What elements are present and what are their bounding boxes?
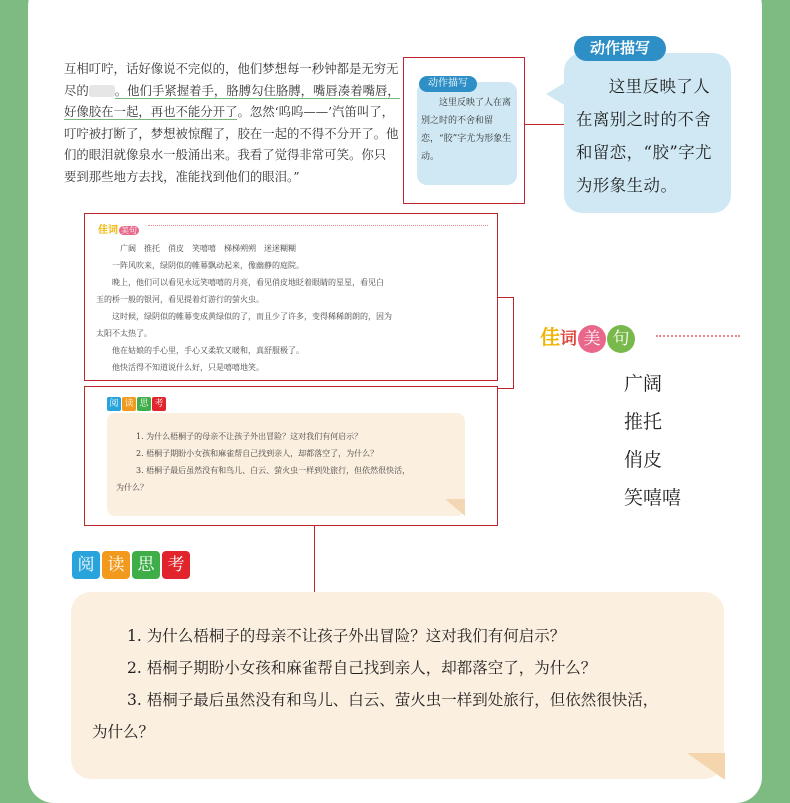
vocab-word-list: [624, 365, 681, 517]
callout-tag-large: 动作描写: [574, 36, 666, 61]
vocab-word: 广阔: [624, 373, 663, 395]
excerpt-line: [64, 80, 402, 102]
connector-line: [525, 124, 565, 125]
vocab-word: 推托: [624, 411, 663, 433]
vocab-small-title: [98, 218, 139, 237]
think-tile: 思: [137, 397, 151, 411]
think-tile: 思: [132, 551, 160, 579]
vocab-sentence: 晚上，他们可以看见永远笑嘻嘻的月亮，看见俏皮地眨着眼睛的星星，看见白: [112, 278, 384, 287]
callout-text-small: 这里反映了人在离别之时的不舍和留恋，“胶”字尤为形象生动。: [421, 98, 512, 162]
vocab-title-char: 美: [578, 325, 606, 353]
connector-line: [314, 526, 315, 592]
excerpt-line: 互相叮咛，话好像说不完似的，他们梦想每一秒钟都是无穷无: [64, 61, 399, 76]
vocab-title-text: 美句: [121, 226, 137, 235]
excerpt-line: [64, 101, 402, 123]
page-fold: [687, 753, 725, 780]
dotted-divider: [656, 335, 740, 337]
think-tile: 阅: [72, 551, 100, 579]
page-fold: [445, 499, 465, 516]
question: 1. 为什么梧桐子的母亲不让孩子外出冒险？这对我们有何启示？: [136, 432, 363, 441]
question: 为什么？: [92, 723, 155, 741]
connector-line: [498, 297, 514, 298]
think-tiles-small: [107, 391, 167, 411]
connector-line: [513, 297, 514, 389]
vocab-small-content: [96, 240, 486, 376]
question: 为什么？: [116, 483, 148, 492]
blurred-text: [89, 85, 115, 97]
callout-text-large: 这里反映了人在离别之时的不舍和留恋，“胶”字尤为形象生动。: [576, 77, 712, 195]
excerpt-text: 。忽然‘呜呜——’汽笛叫了，: [237, 104, 395, 119]
think-tile: 阅: [107, 397, 121, 411]
question: 1. 为什么梧桐子的母亲不让孩子外出冒险？这对我们有何启示？: [127, 627, 566, 645]
story-excerpt: [64, 58, 402, 187]
vocab-sentence: 他在姑娘的手心里，手心又柔软又暖和，真舒服极了。: [112, 346, 304, 355]
think-tile: 读: [102, 551, 130, 579]
excerpt-line: 要到那些地方去找，准能找到他们的眼泪。”: [64, 168, 300, 184]
excerpt-text: 尽的: [64, 82, 89, 98]
underlined-text: 好像胶在一起，再也不能分开了: [64, 104, 238, 119]
connector-line: [498, 388, 514, 389]
vocab-title-text: 佳词: [98, 225, 118, 236]
think-tile: 读: [122, 397, 136, 411]
vocab-word: 笑嘻嘻: [624, 487, 682, 509]
think-tiles-large: [72, 551, 192, 579]
question: 3. 梧桐子最后虽然没有和鸟儿、白云、萤火虫一样到处旅行，但依然很快活，: [136, 466, 411, 475]
vocab-words-line: 广阔 推托 俏皮 笑嘻嘻 梯梯朔朔 迷迷糊糊: [120, 244, 296, 253]
think-tile: 考: [152, 397, 166, 411]
think-questions-large: [92, 620, 708, 748]
think-questions-small: [116, 428, 456, 496]
vocab-sentence: 他快活得不知道说什么好，只是嘻嘻地笑。: [112, 363, 264, 372]
vocab-sentence: 这时候，绿阴似的帷幕变成黄绿似的了，而且少了许多，变得稀稀朗朗的，因为: [112, 312, 392, 321]
vocab-title-char: 句: [607, 325, 635, 353]
question: 2. 梧桐子期盼小女孩和麻雀帮自己找到亲人，却都落空了，为什么？: [136, 449, 379, 458]
vocab-sentence: 玉的桥一般的银河，看见提着灯游行的萤火虫。: [96, 295, 264, 304]
vocab-big-title: [540, 321, 635, 353]
underlined-text: 。他们手紧握着手，胳膊勾住胳膊，嘴唇凑着嘴唇，: [114, 82, 400, 98]
question: 2. 梧桐子期盼小女孩和麻雀帮自己找到亲人，却都落空了，为什么？: [127, 659, 597, 677]
excerpt-line: 叮咛被打断了，梦想被惊醒了，胶在一起的不得不分开了。他: [64, 125, 399, 141]
vocab-word: 俏皮: [624, 449, 663, 471]
think-tile: 考: [162, 551, 190, 579]
vocab-title-char: 佳: [540, 325, 560, 349]
callout-tail: [546, 82, 566, 106]
callout-tag-small: 动作描写: [419, 76, 477, 92]
vocab-sentence: 太阳不太热了。: [96, 329, 152, 338]
vocab-sentence: 一阵风吹来，绿阴似的帷幕飘动起来，像幽静的庭院。: [112, 261, 304, 270]
dotted-divider: [148, 225, 488, 226]
excerpt-line: 们的眼泪就像泉水一般涌出来。我看了觉得非常可笑。你只: [64, 147, 387, 162]
vocab-title-char: 词: [560, 329, 577, 349]
question: 3. 梧桐子最后虽然没有和鸟儿、白云、萤火虫一样到处旅行，但依然很快活，: [127, 691, 659, 709]
